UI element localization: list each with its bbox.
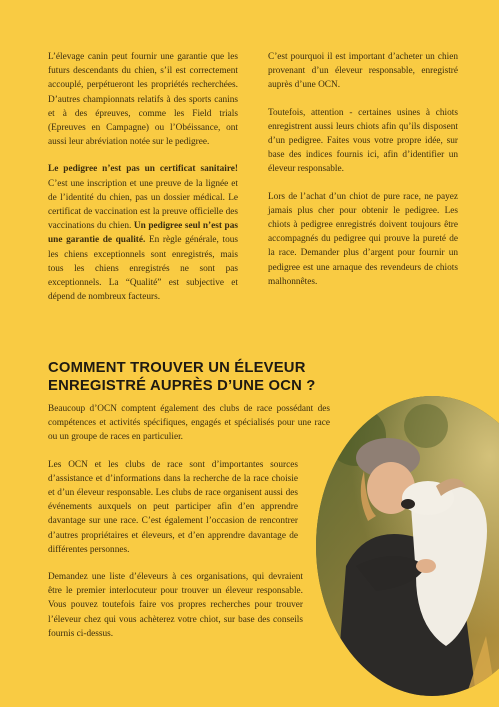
heading-line: ENREGISTRÉ AUPRÈS D’UNE OCN ? [48, 378, 316, 394]
paragraph [48, 162, 238, 304]
heading-line: COMMENT TROUVER UN ÉLEVEUR [48, 360, 306, 376]
section-body [48, 402, 330, 654]
photo-woman-with-dog [316, 396, 499, 696]
paragraph: Lors de l’achat d’un chiot de pure race, ne payez jamais plus cher pour obtenir le pedigree. Les chiots à pedigree enregistrés doivent toujours être accompagnés du pedigree qui prouve la pureté de la race. Demander plus d’argent pour fournir un pedigree est une arnaque des revendeurs de chiots malhonnêtes. [268, 191, 458, 287]
right-column [268, 50, 458, 302]
paragraph: Toutefois, attention - certaines usines à chiots enregistrent aussi leurs chiots afin qu’ils disposent d’un pedigree. Faites vous votre propre idée, sur base des indices fournis ici, afin d’identifier un éleveur responsable. [268, 107, 458, 175]
paragraph: Demandez une liste d’éleveurs à ces organisations, qui devraient être le premier interlocuteur pour trouver un éleveur responsable. Vous pouvez toutefois faire vos propres recherches pour trouver l’éleveur chez qui vous achèterez votre chiot, sur base des conseils fournis ci-dessus. [48, 572, 303, 639]
bold-text: Un pedigree seul n’est pas une garantie de qualité. [48, 221, 238, 246]
paragraph: L’élevage canin peut fournir une garantie que les futurs descendants du chien, s’il est correctement accouplé, perpétueront les propriétés recherchées. D’autres championnats relatifs à des sports canins et à des épreuves, comme les Field trials (Epreuves en Campagne) ou l’Obéissance, ont aussi leur abréviation notée sur le pedigree. [48, 52, 238, 148]
left-column [48, 50, 238, 317]
section-heading [48, 359, 348, 395]
text: En règle générale, tous les chiens exceptionnels sont enregistrés, mais tous les chiens enregistrés ne sont pas exceptionnels. La “Qualité” est subjective et dépend de nombreux facteurs. [48, 235, 238, 303]
photo-illustration [316, 396, 499, 696]
paragraph: C’est pourquoi il est important d’acheter un chien provenant d’un éleveur responsable, enregistré auprès d’une OCN. [268, 52, 458, 91]
text: C’est une inscription et une preuve de la lignée et de l’identité du chien, pas un dossier médical. Le certificat de vaccination est la preuve officielle des vaccinations du chien. [48, 178, 238, 232]
paragraph: Beaucoup d’OCN comptent également des clubs de race possédant des compétences et activités spécifiques, engagés et spécialisés pour une race ou un groupe de races en particulier. [48, 404, 330, 443]
bold-text: Le pedigree n’est pas un certificat sanitaire! [48, 164, 238, 175]
paragraph: Les OCN et les clubs de race sont d’importantes sources d’assistance et d’informations dans la recherche de la race choisie et d’un éleveur responsable. Les clubs de race organisent aussi des événements auxquels on peut participer afin d’en apprendre davantage sur une race. C’est également l’occasion de rencontrer d’autres propriétaires et éleveurs, et d’en apprendre davantage de différentes personnes. [48, 459, 298, 555]
